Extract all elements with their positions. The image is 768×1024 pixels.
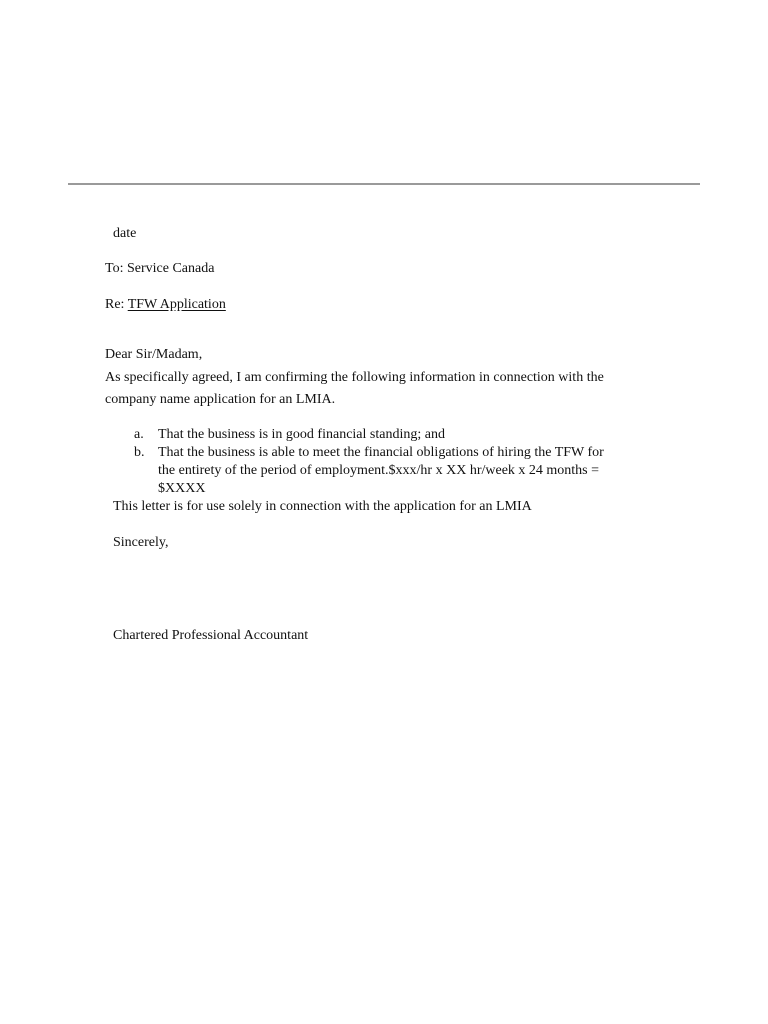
intro-line-2: company name application for an LMIA. <box>105 392 336 407</box>
list-item-b-line-2: the entirety of the period of employment.$xxx/hr x XX hr/week x 24 months = <box>158 463 600 478</box>
signature-title: Chartered Professional Accountant <box>113 628 309 643</box>
letter-date: date <box>113 226 137 241</box>
intro-line-1: As specifically agreed, I am confirming the following information in connection with the <box>105 370 604 385</box>
list-marker-a: a. <box>134 427 144 442</box>
list-marker-b: b. <box>134 445 145 460</box>
usage-note: This letter is for use solely in connection with the application for an LMIA <box>113 499 532 514</box>
list-item-b-line-3: $XXXX <box>158 481 206 496</box>
closing: Sincerely, <box>113 535 169 550</box>
list-item-a-line-1: That the business is in good financial standing; and <box>158 427 445 442</box>
header-divider <box>68 183 700 185</box>
salutation: Dear Sir/Madam, <box>105 347 203 362</box>
subject-line <box>105 297 226 313</box>
list-item-b-line-1: That the business is able to meet the financial obligations of hiring the TFW for <box>158 445 604 460</box>
subject-prefix: Re: <box>105 297 128 312</box>
subject-text: TFW Application <box>127 297 226 312</box>
recipient-line: To: Service Canada <box>105 261 215 276</box>
